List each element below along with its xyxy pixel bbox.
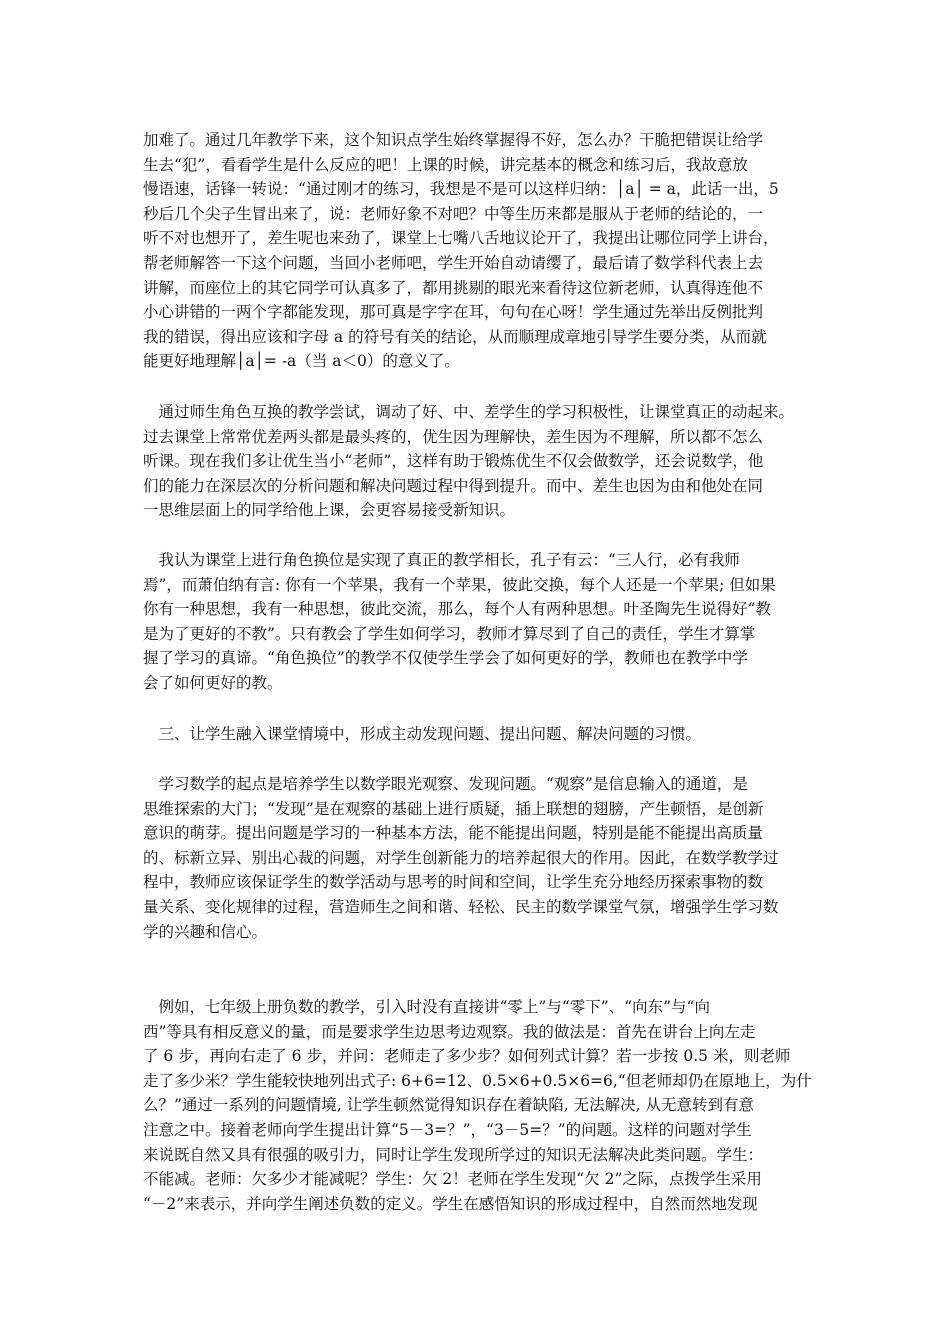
text-line: 注意之中。接着老师向学生提出计算“5－3=？”，“3－5=？”的问题。这样的问题对学生	[143, 1120, 752, 1139]
text-line: 小心讲错的一两个字都能发现，那可真是字字在耳，句句在心呀！学生通过先举出反例批判	[143, 303, 764, 322]
text-line: 学的兴趣和信心。	[143, 922, 268, 941]
text-line: “－2”来表示，并向学生阐述负数的定义。学生在感悟知识的形成过程中，自然而然地发现	[143, 1194, 758, 1213]
text-line: 握了学习的真谛。“角色换位”的教学不仅使学生学会了如何更好的学，教师也在教学中学	[143, 649, 748, 668]
text-line: 了 6 步，再向右走了 6 步，并问：老师走了多少步？如何列式计算？若一步按 0.5 米，则老师	[143, 1047, 791, 1066]
text-line: 我的错误，得出应该和字母 a 的符号有关的结论，从而顺理成章地引导学生要分类，从而就	[143, 327, 767, 346]
text-line: 们的能力在深层次的分析问题和解决问题过程中得到提升。而中、差生也因为由和他处在同	[143, 476, 764, 495]
text-line: 的、标新立异、别出心裁的问题，对学生创新能力的培养起很大的作用。因此，在数学教学过	[143, 848, 779, 867]
paragraph-4	[143, 772, 815, 944]
text-line: 意识的萌芽。提出问题是学习的一种基本方法，能不能提出问题，特别是能不能提出高质量	[143, 824, 764, 843]
paragraph-5	[143, 995, 815, 1216]
text-line: 你有一种思想，我有一种思想，彼此交流，那么，每个人有两种思想。叶圣陶先生说得好“教	[143, 600, 771, 619]
text-line: 西”等具有相反意义的量，而是要求学生边思考边观察。我的做法是：首先在讲台上向左走	[143, 1022, 756, 1041]
paragraph-3	[143, 548, 815, 696]
text-line: 听课。现在我们多让优生当小“老师”，这样有助于锻炼优生不仅会做数学，还会说数学，他	[143, 452, 764, 471]
text-line: 能更好地理解│a│= -a（当 a＜0）的意义了。	[143, 352, 460, 371]
text-line: 不能减。老师：欠多少才能减呢？学生：欠 2！老师在学生发现“欠 2”之际，点拨学生采用	[143, 1170, 762, 1189]
paragraph-text	[143, 548, 815, 696]
text-line: 帮老师解答一下这个问题，当回小老师吧，学生开始自动请缨了，最后请了数学科代表上去	[143, 253, 764, 272]
text-line: 通过师生角色互换的教学尝试，调动了好、中、差学生的学习积极性，让课堂真正的动起来。	[143, 403, 795, 421]
paragraph-text	[143, 995, 815, 1216]
text-line: 三、让学生融入课堂情境中，形成主动发现问题、提出问题、解决问题的习惯。	[143, 725, 702, 743]
text-line: 听不对也想开了，差生呢也来劲了，课堂上七嘴八舌地议论开了，我提出让哪位同学上讲台，	[143, 229, 779, 248]
paragraph-text	[143, 772, 815, 944]
text-line: 生去“犯”，看看学生是什么反应的吧！上课的时候，讲完基本的概念和练习后，我故意放	[143, 155, 748, 174]
text-line: 是为了更好的不教”。只有教会了学生如何学习，教师才算尽到了自己的责任，学生才算掌	[143, 624, 756, 643]
text-line: 焉”，而萧伯纳有言: 你有一个苹果，我有一个苹果，彼此交换，每个人还是一个苹果; 但如果	[143, 575, 776, 594]
text-line: 例如，七年级上册负数的教学，引入时没有直接讲“零上”与“零下”、“向东”与“向	[143, 998, 710, 1016]
text-line: 程中，教师应该保证学生的数学活动与思考的时间和空间，让学生充分地经历探索事物的数	[143, 873, 764, 892]
text-line: 一思维层面上的同学给他上课，会更容易接受新知识。	[143, 501, 516, 520]
text-line: 学习数学的起点是培养学生以数学眼光观察、发现问题。“观察”是信息输入的通道，是	[143, 775, 748, 793]
text-line: 来说既自然又具有很强的吸引力，同时让学生发现所学过的知识无法解决此类问题。学生：	[143, 1145, 764, 1164]
text-line: 秒后几个尖子生冒出来了，说：老师好象不对吧？中等生历来都是服从于老师的结论的，一	[143, 204, 764, 223]
heading-text	[143, 722, 815, 747]
text-line: 讲解，而座位上的其它同学可认真多了，都用挑剔的眼光来看待这位新老师，认真得连他不	[143, 278, 764, 297]
text-line: 过去课堂上常常优差两头都是最头疼的，优生因为理解快，差生因为不理解，所以都不怎么	[143, 427, 764, 446]
text-line: 我认为课堂上进行角色换位是实现了真正的教学相长，孔子有云：“三人行，必有我师	[143, 551, 740, 569]
paragraph-text	[143, 128, 815, 374]
paragraph-2	[143, 400, 815, 523]
text-line: 慢语速，话锋一转说：“通过刚才的练习，我想是不是可以这样归纳：│a│ = a，此话一出，5	[143, 180, 779, 199]
paragraph-text	[143, 400, 815, 523]
text-line: 么？”通过一系列的问题情境, 让学生顿然觉得知识存在着缺陷, 无法解决, 从无意转到有意	[143, 1096, 754, 1115]
text-line: 走了多少米？学生能较快地列出式子: 6+6=12、0.5×6+0.5×6=6,“但老师却仍在原地上，为什	[143, 1071, 812, 1090]
paragraph-1	[143, 128, 815, 374]
text-line: 思维探索的大门；“发现”是在观察的基础上进行质疑，插上联想的翅膀，产生顿悟，是创新	[143, 799, 764, 818]
text-line: 量关系、变化规律的过程，营造师生之间和谐、轻松、民主的数学课堂气氛，增强学生学习数	[143, 897, 779, 916]
text-line: 会了如何更好的教。	[143, 673, 283, 692]
text-line: 加难了。通过几年教学下来，这个知识点学生始终掌握得不好，怎么办？干脆把错误让给学	[143, 131, 764, 149]
section-heading	[143, 722, 815, 747]
